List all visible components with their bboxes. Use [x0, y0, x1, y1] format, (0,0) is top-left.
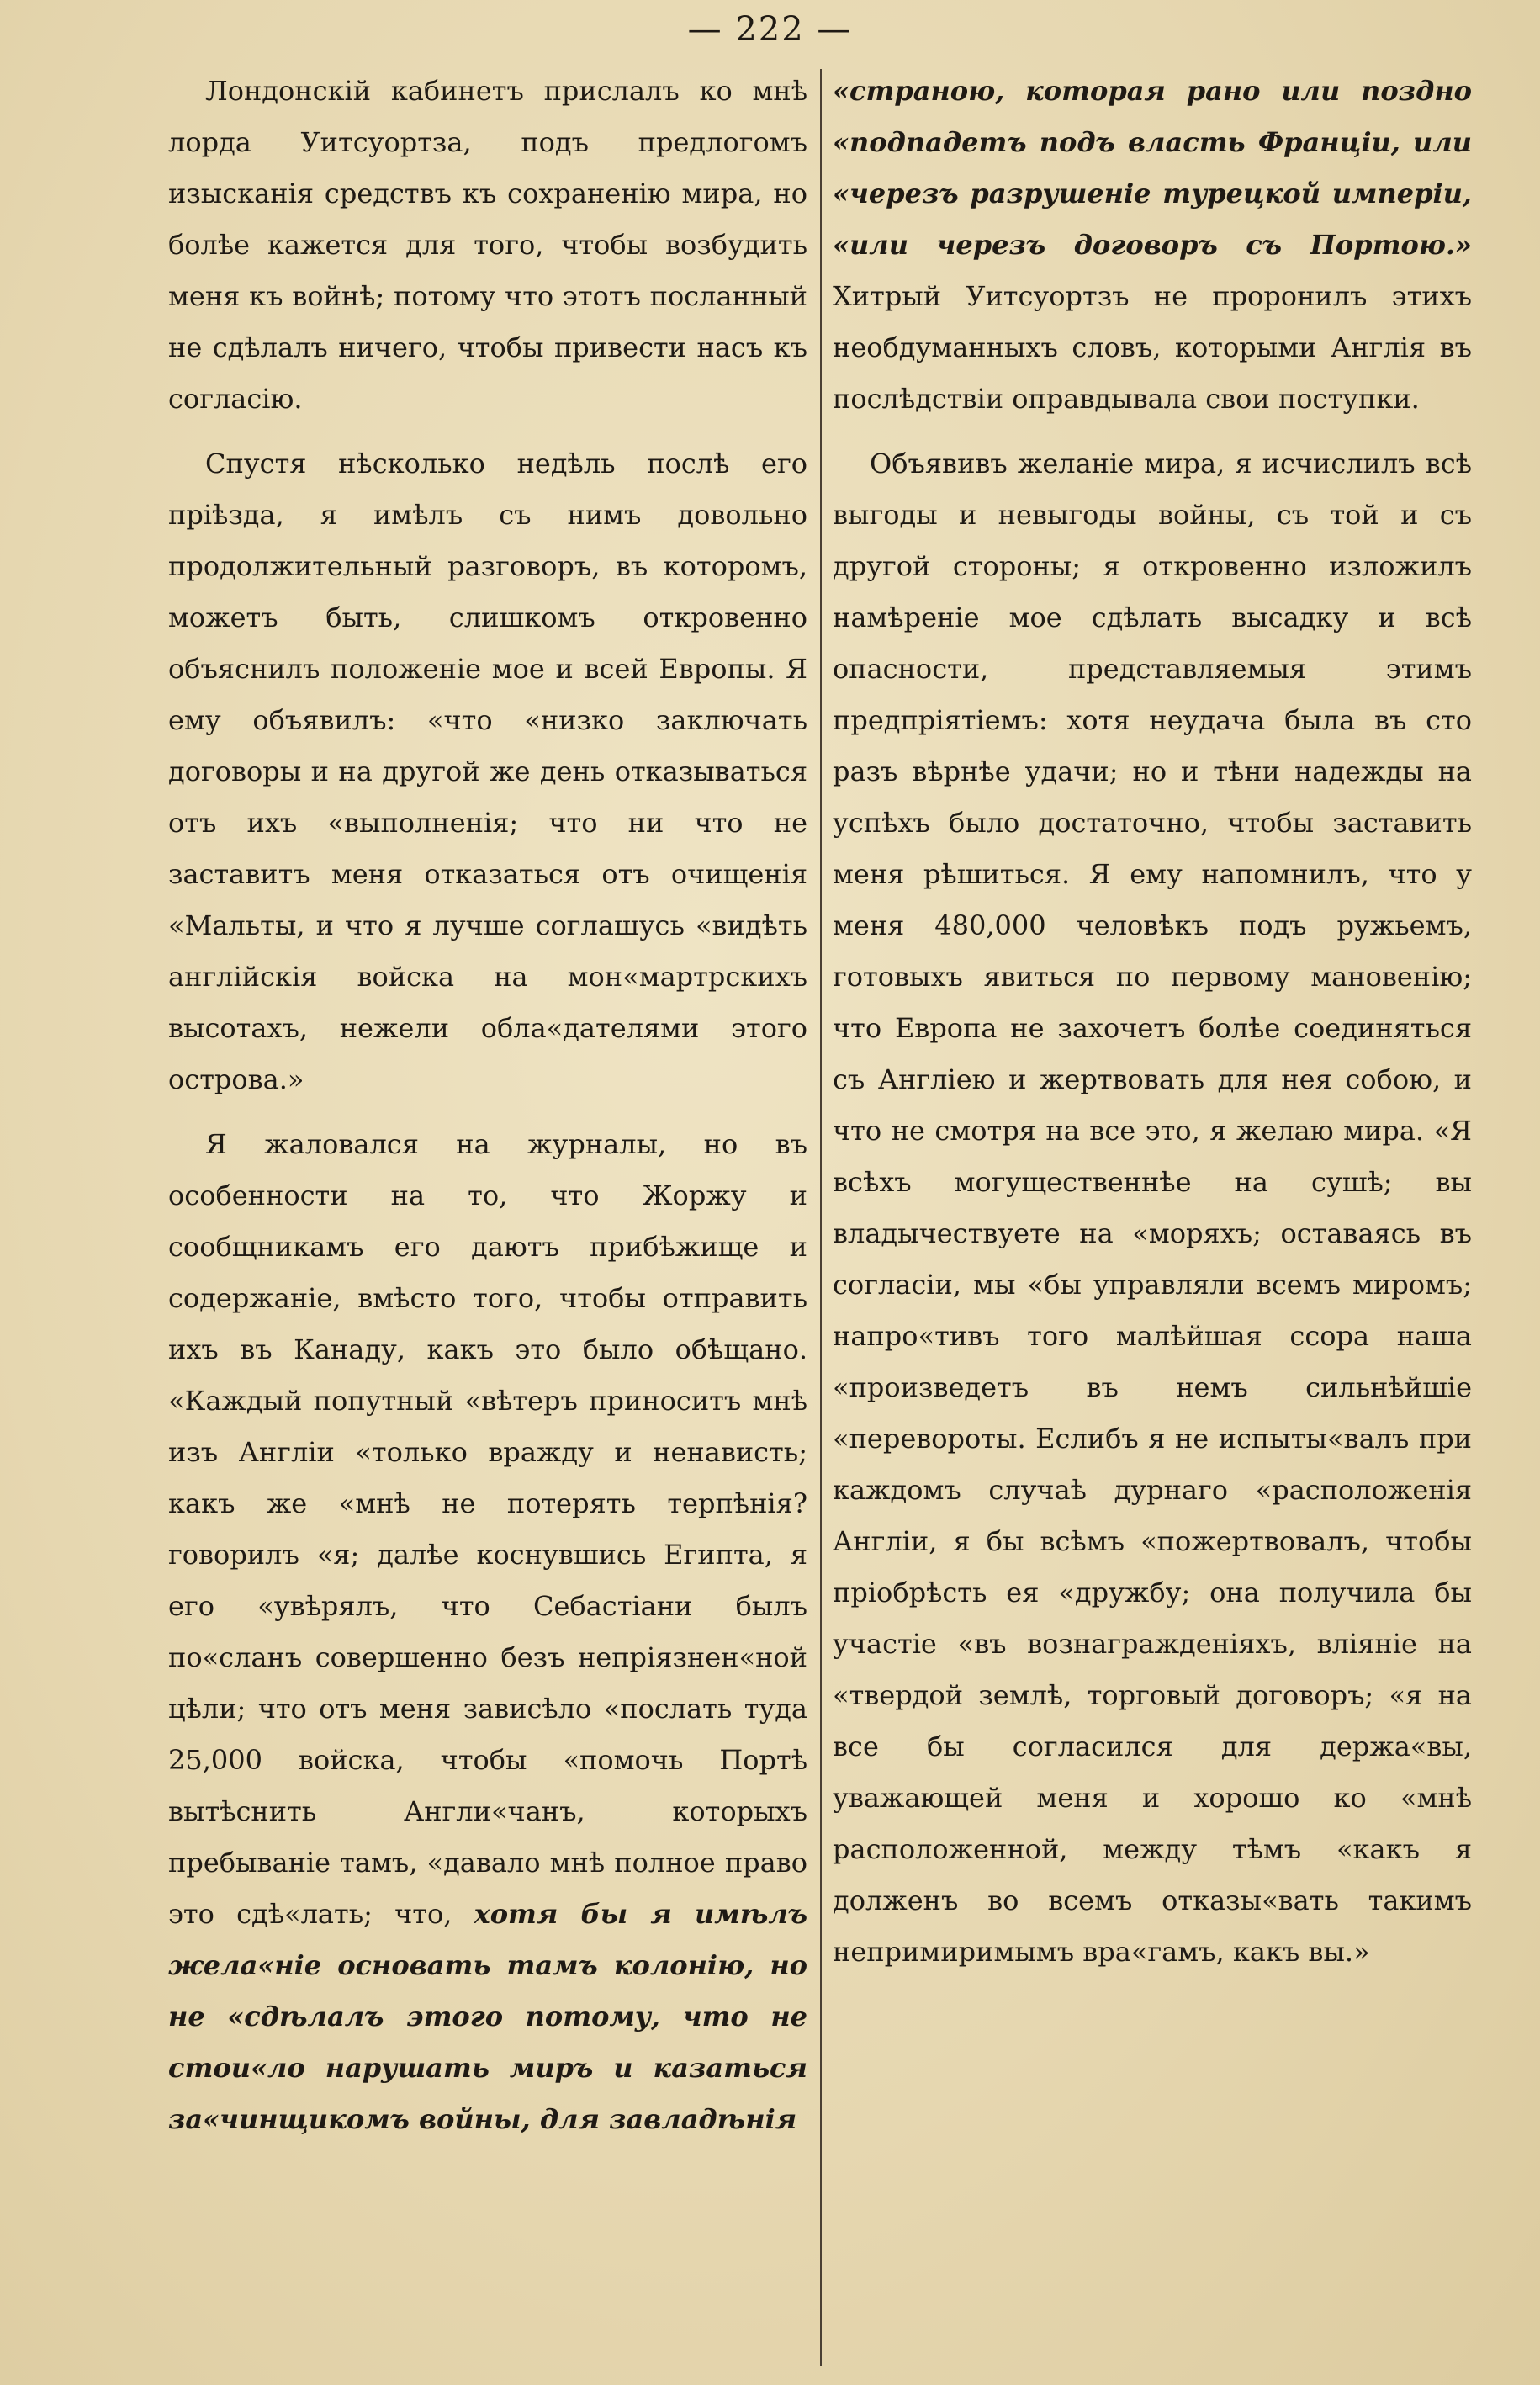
left-column [168, 66, 807, 2371]
paragraph-peace-declaration: Объявивъ желаніе мира, я исчислилъ всѣ выгоды и невыгоды войны, съ той и съ другой стороны; я откровенно изложилъ намѣреніе мое сдѣлать высадку и всѣ опасности, представляемыя этимъ предпріятіемъ: хотя неудача была въ сто разъ вѣрнѣе удачи; но и тѣни надежды на успѣхъ было достаточно, чтобы заставить меня рѣшиться. Я ему напомнилъ, что у меня 480,000 человѣкъ подъ ружьемъ, готовыхъ явиться по первому мановенію; что Европа не захочетъ болѣе соединяться съ Англіею и жертвовать для нея собою, и что не смотря на все это, я желаю мира. «Я всѣхъ могущественнѣе на сушѣ; вы владычествуете на «моряхъ; оставаясь въ согласіи, мы «бы управляли всемъ миромъ; напро«тивъ того малѣйшая ссора наша «произведетъ въ немъ сильнѣйшіе «перевороты. Еслибъ я не испыты«валъ при каждомъ случаѣ дурнаго «расположенія Англіи, я бы всѣмъ «пожертвовалъ, чтобы пріобрѣсть ея «дружбу; она получила бы участіе «въ вознагражденіяхъ, вліяніе на «твердой землѣ, торговый договоръ; «я на все бы согласился для держа«вы, уважающей меня и хорошо ко «мнѣ расположенной, между тѣмъ «какъ я долженъ во всемъ отказы«вать такимъ непримиримымъ вра«гамъ, какъ вы.» [833, 448, 1472, 1968]
continuation-text: Хитрый Уитсуортзъ не проронилъ этихъ необдуманныхъ словъ, которыми Англія въ послѣдствіи оправдывала свои поступки. [833, 280, 1472, 415]
paragraph-whitworth-arrival: Лондонскій кабинетъ прислалъ ко мнѣ лорда Уитсуортза, подъ предлогомъ изысканія средствъ къ сохраненію мира, но болѣе кажется для того, чтобы возбудить меня къ войнѣ; потому что этотъ посланный не сдѣлалъ ничего, чтобы привести насъ къ согласію. [168, 75, 807, 415]
page-number: — 222 — [687, 10, 853, 49]
paragraph-continuation [833, 66, 1472, 425]
right-column [833, 66, 1472, 2371]
column-divider [820, 69, 822, 2366]
paragraph-conversation: Спустя нѣсколько недѣль послѣ его пріѣзда, я имѣлъ съ нимъ довольно продолжительный разговоръ, въ которомъ, можетъ быть, слишкомъ откровенно объяснилъ положеніе мое и всей Европы. Я ему объявилъ: «что «низко заключать договоры и на другой же день отказываться отъ ихъ «выполненія; что ни что не заставитъ меня отказаться отъ очищенія «Мальты, и что я лучше соглашусь «видѣть англійскія войска на мон«мартрскихъ высотахъ, нежели обла«дателями этого острова.» [168, 448, 807, 1095]
complaints-emphasis: хотя бы я имѣлъ жела«ніе основать тамъ колонію, но не «сдѣлалъ этого потому, что не стои«ло нарушать миръ и казаться за«чинщикомъ войны, для завладѣнія [168, 1898, 807, 2135]
complaints-text: Я жаловался на журналы, но въ особенности на то, что Жоржу и сообщникамъ его даютъ прибѣжище и содержаніе, вмѣсто того, чтобы отправить ихъ въ Канаду, какъ это было обѣщано. «Каждый попутный «вѣтеръ приноситъ мнѣ изъ Англіи «только вражду и ненависть; какъ же «мнѣ не потерять терпѣнія? говорилъ «я; далѣе коснувшись Египта, я его «увѣрялъ, что Себастіани былъ по«сланъ совершенно безъ непріязнен«ной цѣли; что отъ меня зависѣло «послать туда 25,000 войска, чтобы «помочь Портѣ вытѣснить Англи«чанъ, которыхъ пребываніе тамъ, «давало мнѣ полное право это сдѣ«лать; что, [168, 1128, 807, 1930]
paragraph-complaints [168, 1119, 807, 2145]
continuation-emphasis: «страною, которая рано или поздно «подпадетъ подъ власть Франціи, или «черезъ разрушеніе турецкой имперіи, «или черезъ договоръ съ Портою.» [833, 75, 1472, 261]
